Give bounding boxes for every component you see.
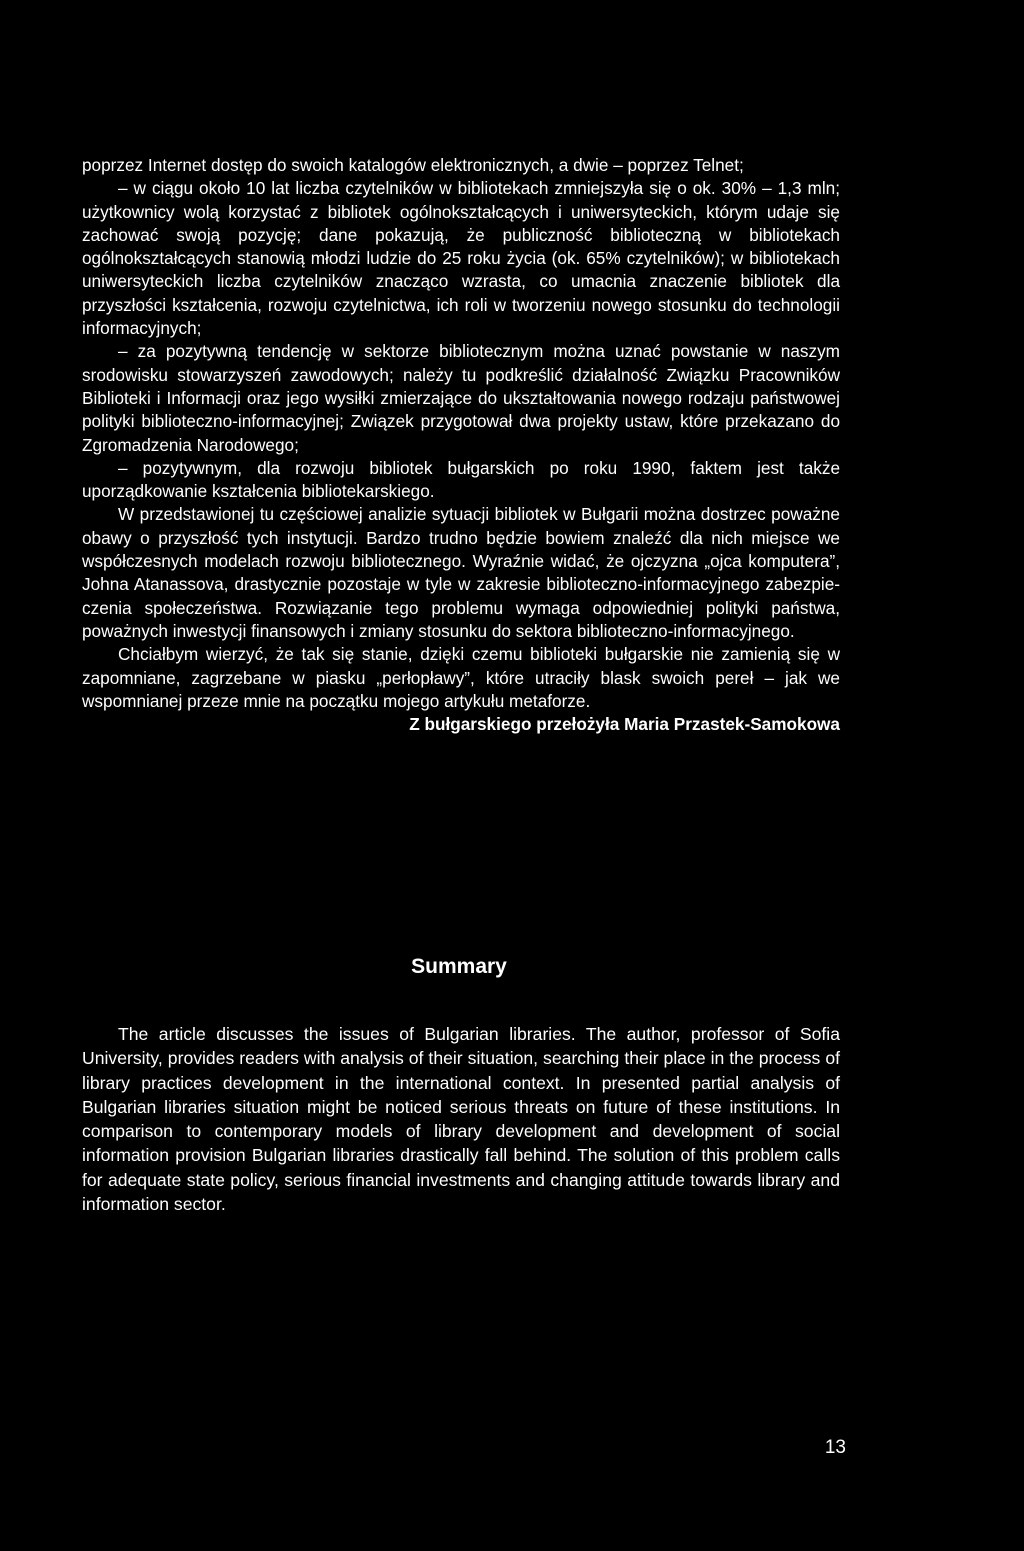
page-number: 13: [824, 1437, 846, 1458]
article-body: [82, 154, 840, 736]
summary-text: The article discusses the issues of Bulgarian libraries. The author, professor of Sofia University, provides readers with analysis of their situation, searching their place in the process of library practices development in the international context. In presented partial analysis of Bulgarian libraries situation might be noticed serious threats on future of these institutions. In comparison to contemporary models of library development and development of social information provision Bulgarian libraries drastically fall behind. The solution of this problem calls for adequate state policy, serious financial investments and changing attitude towards library and information sector.: [82, 1024, 840, 1215]
body-paragraph-5: W przedstawionej tu częściowej analizie sytuacji bibliotek w Bułgarii można dostrzec poważne obawy o przyszłość tych instytucji. Bardzo trudno będzie bowiem znaleźć dla nich miejsce we współczesnych modelach rozwoju bibliotecznego. Wyraźnie widać, że ojczyzna „ojca komputera”, Johna Atanassova, drastycznie pozostaje w tyle w zakresie biblioteczno-informacyjnego zabezpieczenia społeczeństwa. Rozwiązanie tego problemu wymaga odpowiedniej polityki państwa, poważnych inwestycji finansowych i zmiany stosunku do sektora biblioteczno-informacyjnego.: [82, 504, 840, 641]
translator-signature: Z bułgarskiego przełożyła Maria Przastek-Samokowa: [409, 714, 840, 735]
body-paragraph-2: – w ciągu około 10 lat liczba czytelników w bibliotekach zmniejszyła się o ok. 30% – 1,3 mln; użytkownicy wolą korzystać z bibliotek ogólnokształcących i uniwersyteckich, którym udaje się zachować swoją pozycję; dane pokazują, że publiczność biblioteczną w bibliotekach ogólnokształcących stanowią młodzi ludzie do 25 roku życia (ok. 65% czytelników); w bibliotekach uniwersyteckich liczba czytelników znacząco wzrasta, co umacnia znaczenie bibliotek dla przyszłości kształcenia, rozwoju czytelnictwa, ich roli w tworzeniu nowego stosunku do technologii informacyjnych;: [82, 178, 840, 339]
body-paragraph-4: – pozytywnym, dla rozwoju bibliotek bułgarskich po roku 1990, faktem jest także uporządkowanie kształcenia bibliotekarskiego.: [82, 457, 840, 502]
summary-heading: Summary: [411, 955, 507, 978]
body-paragraph-3: – za pozytywną tendencję w sektorze bibliotecznym można uznać powstanie w naszym srodowisku stowarzyszeń zawodowych; należy tu podkreślić działalność Związku Pracowników Biblioteki i Informacji oraz jego wysiłki zmierzające do ukształtowania nowego rodzaju państwowej polityki biblioteczno-informacyjnej; Związek przygotował dwa projekty ustaw, które przekazano do Zgromadzenia Narodowego;: [82, 341, 840, 455]
body-paragraph-1: poprzez Internet dostęp do swoich katalogów elektronicznych, a dwie – poprzez Telnet;: [82, 155, 744, 175]
body-paragraph-6: Chciałbym wierzyć, że tak się stanie, dzięki czemu biblioteki bułgarskie nie zamienią się w zapomniane, zagrzebane w piasku „perłopławy”, które utraciły blask swoich pereł – jak we wspomnianej przeze mnie na początku mojego artykułu metaforze.: [82, 644, 840, 711]
